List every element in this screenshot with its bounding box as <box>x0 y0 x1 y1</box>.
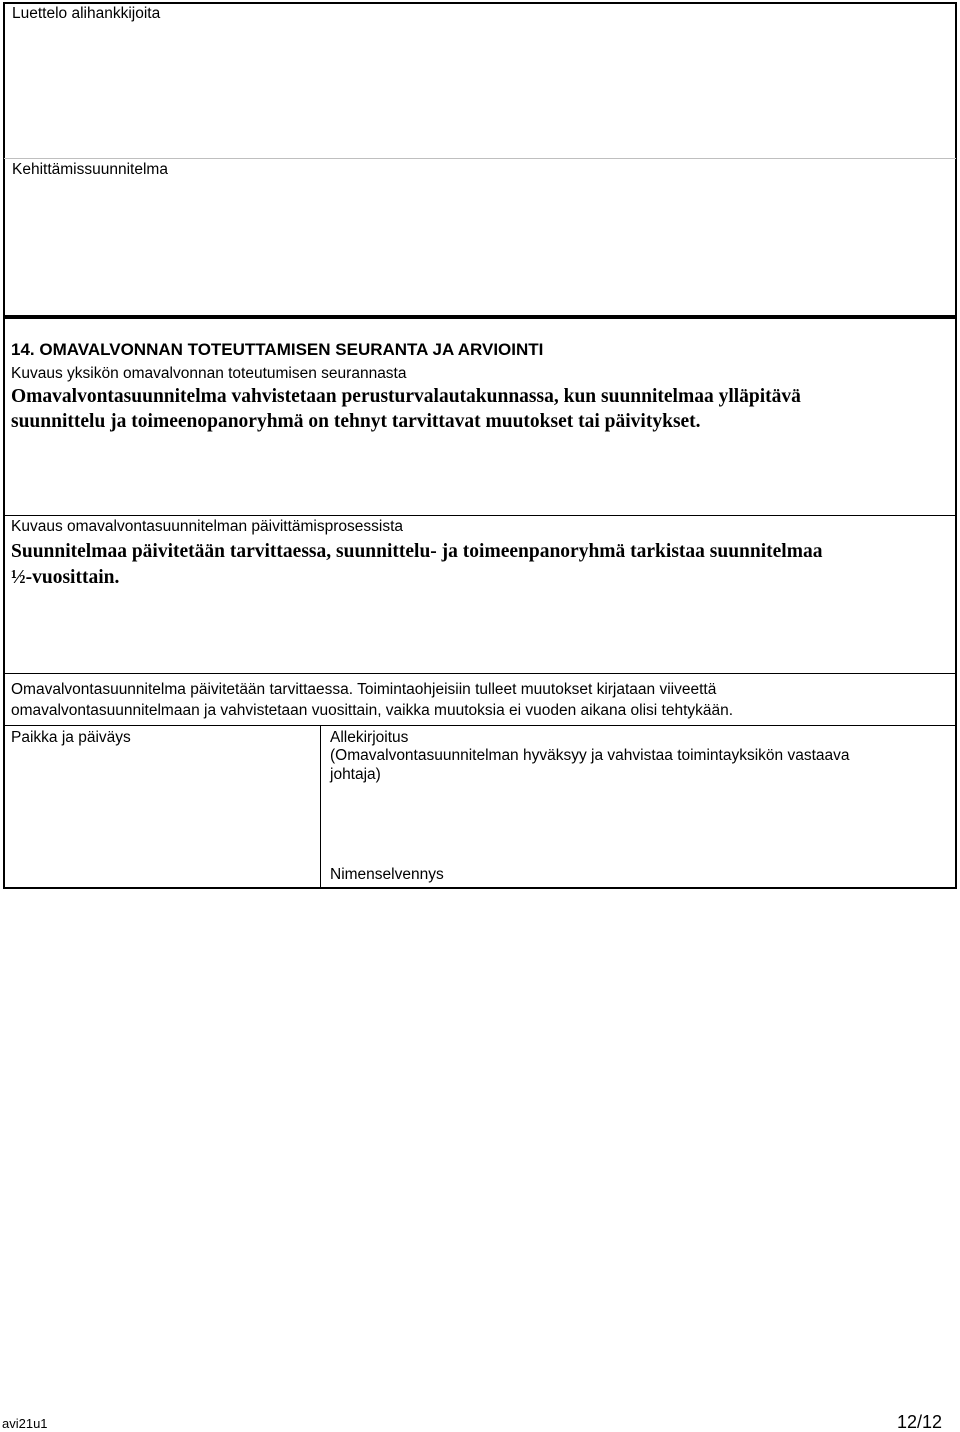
name-clarification-label: Nimenselvennys <box>330 866 444 883</box>
signature-description: (Omavalvontasuunnitelman hyväksyy ja vahvistaa toimintayksikön vastaava <box>330 747 850 764</box>
update-note-line: Omavalvontasuunnitelma päivitetään tarvittaessa. Toimintaohjeisiin tulleet muutokset kirjataan viiveettä <box>11 681 717 698</box>
divider-signature-column <box>320 726 321 887</box>
divider-monitoring <box>4 515 956 516</box>
divider-update-process <box>4 673 956 674</box>
subcontractors-label: Luettelo alihankkijoita <box>12 5 161 22</box>
place-date-label: Paikka ja päiväys <box>11 729 131 746</box>
update-process-text-line: ½-vuosittain. <box>11 567 120 588</box>
section-title: 14. OMAVALVONNAN TOTEUTTAMISEN SEURANTA JA ARVIOINTI <box>11 340 544 359</box>
table-divider <box>4 158 956 159</box>
update-note-line: omavalvontasuunnitelmaan ja vahvistetaan vuosittain, vaikka muutoksia ei vuoden aikana olisi tehtykään. <box>11 702 734 719</box>
update-process-text-line: Suunnitelmaa päivitetään tarvittaessa, suunnittelu- ja toimeenpanoryhmä tarkistaa suunnitelmaa <box>11 541 823 562</box>
monitoring-text-line: Omavalvontasuunnitelma vahvistetaan perusturvalautakunnassa, kun suunnitelmaa ylläpitävä <box>11 386 801 407</box>
divider-note <box>4 725 956 726</box>
development-plan-label: Kehittämissuunnitelma <box>12 161 168 178</box>
document-code: avi21u1 <box>2 1416 48 1431</box>
signature-description: johtaja) <box>330 766 381 783</box>
page-number: 12/12 <box>896 1412 942 1432</box>
monitoring-label: Kuvaus yksikön omavalvonnan toteutumisen seurannasta <box>11 365 407 382</box>
update-process-label: Kuvaus omavalvontasuunnitelman päivittämisprosessista <box>11 518 404 535</box>
signature-label: Allekirjoitus <box>330 729 409 746</box>
monitoring-text-line: suunnittelu ja toimeenopanoryhmä on tehnyt tarvittavat muutokset tai päivitykset. <box>11 411 701 432</box>
